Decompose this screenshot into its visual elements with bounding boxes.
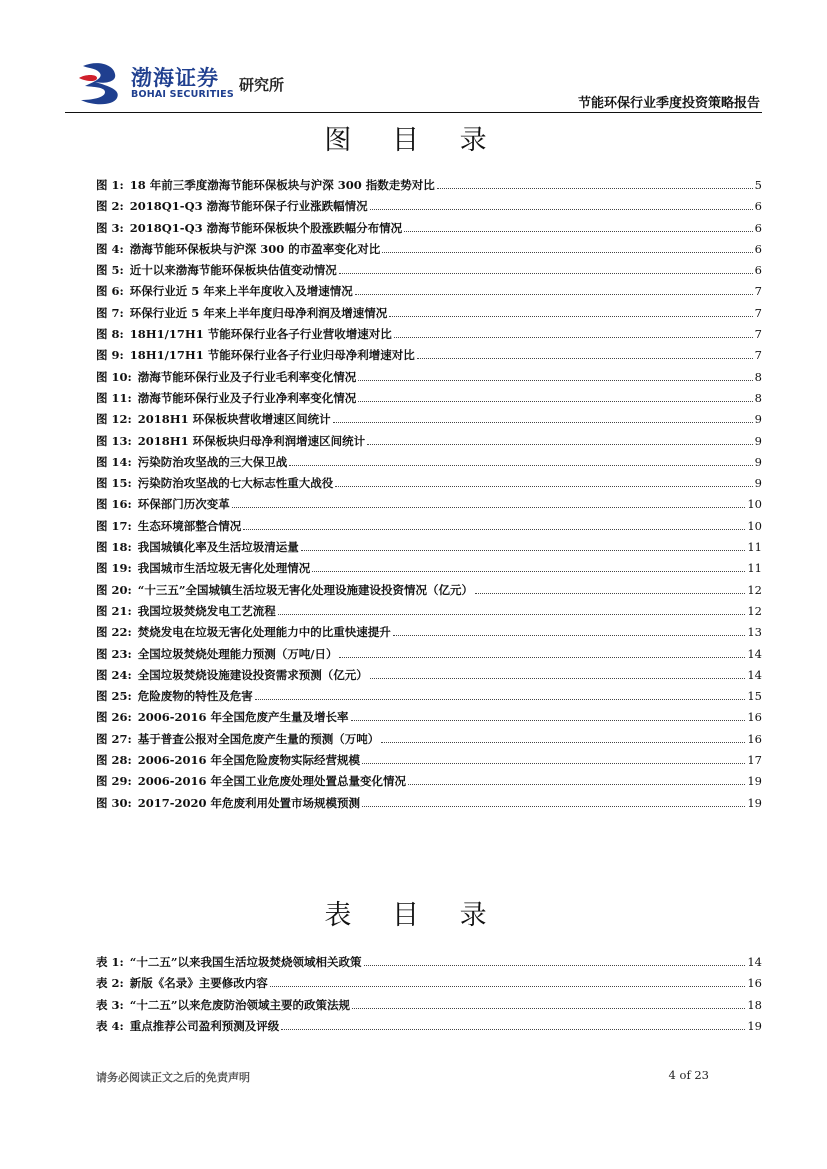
toc-entry[interactable] — [96, 496, 762, 517]
toc-entry[interactable] — [96, 369, 762, 390]
toc-entry[interactable] — [96, 454, 762, 475]
entry-title: “十二五”以来危废防治领域主要的政策法规 — [129, 997, 350, 1012]
entry-page-number: 18 — [747, 997, 762, 1012]
toc-entry[interactable] — [96, 433, 762, 454]
dot-leader — [408, 784, 745, 785]
institute-name: 研究所 — [239, 76, 285, 94]
entry-page-number: 7 — [754, 284, 762, 299]
toc-entry[interactable] — [96, 347, 762, 368]
entry-page-number: 19 — [747, 795, 762, 810]
entry-page-number: 8 — [754, 390, 762, 405]
entry-page-number: 19 — [747, 774, 762, 789]
table-list-heading: 表 目 录 — [324, 900, 503, 931]
toc-entry[interactable] — [96, 411, 762, 432]
entry-title: 近十以来渤海节能环保板块估值变动情况 — [129, 263, 337, 278]
dot-leader — [394, 337, 753, 338]
entry-page-number: 12 — [747, 603, 762, 618]
dot-leader — [382, 252, 752, 253]
dot-leader — [335, 486, 752, 487]
entry-title: 我国城镇化率及生活垃圾清运量 — [137, 540, 299, 555]
entry-title: 2018Q1-Q3 渤海节能环保板块个股涨跌幅分布情况 — [129, 220, 403, 235]
figure-list — [96, 177, 762, 816]
entry-label: 图 7: — [96, 305, 124, 320]
entry-title: 生态环境部整合情况 — [137, 518, 242, 533]
entry-label: 图 4: — [96, 241, 124, 256]
entry-title: 2006-2016 年全国危险废物实际经营规模 — [137, 753, 361, 768]
entry-title: 2018H1 环保板块营收增速区间统计 — [137, 412, 331, 427]
toc-entry[interactable] — [96, 624, 762, 645]
dot-leader — [339, 273, 753, 274]
header-divider — [65, 112, 762, 113]
toc-entry[interactable] — [96, 773, 762, 794]
entry-page-number: 16 — [747, 731, 762, 746]
entry-page-number: 7 — [754, 327, 762, 342]
entry-page-number: 16 — [747, 710, 762, 725]
dot-leader — [404, 231, 753, 232]
entry-title: 渤海节能环保板块与沪深 300 的市盈率变化对比 — [129, 241, 381, 256]
page-header — [65, 58, 762, 114]
dot-leader — [367, 444, 753, 445]
entry-page-number: 6 — [754, 241, 762, 256]
dot-leader — [475, 593, 745, 594]
dot-leader — [243, 529, 745, 530]
entry-title: 基于普查公报对全国危废产生量的预测（万吨） — [137, 731, 380, 746]
entry-page-number: 7 — [754, 348, 762, 363]
entry-label: 图 13: — [96, 433, 132, 448]
entry-label: 图 22: — [96, 625, 132, 640]
entry-title: 18H1/17H1 节能环保行业各子行业营收增速对比 — [129, 327, 392, 342]
entry-label: 图 24: — [96, 667, 132, 682]
entry-label: 图 28: — [96, 753, 132, 768]
entry-label: 图 5: — [96, 263, 124, 278]
dot-leader — [362, 763, 745, 764]
entry-title: 渤海节能环保行业及子行业净利率变化情况 — [137, 390, 357, 405]
toc-entry[interactable] — [96, 667, 762, 688]
logo-english-name: BOHAI SECURITIES — [131, 89, 234, 100]
toc-entry[interactable] — [96, 795, 762, 816]
entry-title: 污染防治攻坚战的三大保卫战 — [137, 454, 288, 469]
page-number: 4 of 23 — [668, 1068, 709, 1082]
toc-entry[interactable] — [96, 539, 762, 560]
entry-page-number: 17 — [747, 753, 762, 768]
entry-page-number: 10 — [747, 497, 762, 512]
toc-entry[interactable] — [96, 560, 762, 581]
entry-label: 表 4: — [96, 1018, 124, 1033]
entry-label: 图 1: — [96, 178, 124, 192]
company-logo — [75, 58, 305, 108]
entry-label: 图 12: — [96, 412, 132, 427]
entry-title: “十三五”全国城镇生活垃圾无害化处理设施建设投资情况（亿元） — [137, 582, 473, 597]
entry-label: 图 16: — [96, 497, 132, 512]
dot-leader — [289, 465, 752, 466]
toc-entry[interactable] — [96, 177, 762, 198]
entry-page-number: 14 — [747, 955, 762, 969]
entry-page-number: 14 — [747, 667, 762, 682]
entry-page-number: 8 — [754, 369, 762, 384]
toc-entry[interactable] — [96, 241, 762, 262]
entry-label: 图 8: — [96, 327, 124, 342]
entry-label: 图 15: — [96, 476, 132, 491]
entry-title: “十二五”以来我国生活垃圾焚烧领域相关政策 — [129, 955, 362, 969]
entry-label: 图 11: — [96, 390, 132, 405]
dot-leader — [364, 965, 746, 966]
entry-page-number: 6 — [754, 220, 762, 235]
entry-title: 污染防治攻坚战的七大标志性重大战役 — [137, 476, 334, 491]
entry-page-number: 5 — [754, 178, 762, 192]
entry-label: 图 3: — [96, 220, 124, 235]
entry-page-number: 9 — [754, 412, 762, 427]
dot-leader — [437, 188, 753, 189]
entry-label: 图 21: — [96, 603, 132, 618]
table-list — [96, 954, 762, 1039]
bohai-logo-icon — [75, 60, 127, 106]
entry-page-number: 11 — [747, 540, 762, 555]
entry-title: 2006-2016 年全国工业危废处理处置总量变化情况 — [137, 774, 407, 789]
entry-page-number: 9 — [754, 476, 762, 491]
dot-leader — [370, 678, 746, 679]
entry-page-number: 16 — [747, 976, 762, 991]
entry-page-number: 19 — [747, 1018, 762, 1033]
entry-label: 图 27: — [96, 731, 132, 746]
entry-page-number: 12 — [747, 582, 762, 597]
dot-leader — [278, 614, 746, 615]
entry-page-number: 14 — [747, 646, 762, 661]
dot-leader — [301, 550, 746, 551]
entry-label: 表 1: — [96, 955, 124, 969]
toc-entry[interactable] — [96, 752, 762, 773]
entry-label: 图 26: — [96, 710, 132, 725]
entry-title: 18H1/17H1 节能环保行业各子行业归母净利增速对比 — [129, 348, 415, 363]
figure-list-heading: 图 目 录 — [324, 125, 503, 156]
entry-page-number: 13 — [747, 625, 762, 640]
entry-label: 图 19: — [96, 561, 132, 576]
entry-label: 图 10: — [96, 369, 132, 384]
dot-leader — [358, 380, 752, 381]
entry-label: 图 9: — [96, 348, 124, 363]
entry-page-number: 15 — [747, 689, 762, 704]
toc-entry[interactable] — [96, 326, 762, 347]
toc-entry[interactable] — [96, 475, 762, 496]
entry-title: 2006-2016 年全国危废产生量及增长率 — [137, 710, 349, 725]
dot-leader — [333, 422, 753, 423]
entry-page-number: 10 — [747, 518, 762, 533]
entry-label: 表 3: — [96, 997, 124, 1012]
dot-leader — [393, 635, 746, 636]
dot-leader — [255, 699, 746, 700]
toc-entry[interactable] — [96, 262, 762, 283]
entry-title: 2017-2020 年危废利用处置市场规模预测 — [137, 795, 361, 810]
entry-label: 图 17: — [96, 518, 132, 533]
report-title: 节能环保行业季度投资策略报告 — [577, 96, 760, 111]
toc-entry[interactable] — [96, 305, 762, 326]
toc-entry[interactable] — [96, 646, 762, 667]
entry-title: 我国城市生活垃圾无害化处理情况 — [137, 561, 311, 576]
dot-leader — [389, 316, 752, 317]
entry-label: 图 20: — [96, 582, 132, 597]
entry-title: 环保部门历次变革 — [137, 497, 230, 512]
entry-title: 危险废物的特性及危害 — [137, 689, 253, 704]
entry-page-number: 9 — [754, 454, 762, 469]
logo-chinese-name: 渤海证券 — [131, 66, 219, 90]
toc-entry[interactable] — [96, 220, 762, 241]
dot-leader — [362, 806, 745, 807]
toc-entry[interactable] — [96, 198, 762, 219]
entry-title: 2018H1 环保板块归母净利润增速区间统计 — [137, 433, 366, 448]
toc-entry[interactable] — [96, 518, 762, 539]
entry-title: 2018Q1-Q3 渤海节能环保子行业涨跌幅情况 — [129, 199, 368, 214]
toc-entry[interactable] — [96, 390, 762, 411]
entry-label: 图 6: — [96, 284, 124, 299]
entry-title: 重点推荐公司盈利预测及评级 — [129, 1018, 280, 1033]
dot-leader — [351, 720, 746, 721]
toc-entry[interactable] — [96, 954, 762, 975]
entry-label: 图 25: — [96, 689, 132, 704]
entry-title: 全国垃圾焚烧处理能力预测（万吨/日） — [137, 646, 338, 661]
entry-page-number: 6 — [754, 199, 762, 214]
dot-leader — [352, 1008, 745, 1009]
dot-leader — [232, 507, 746, 508]
dot-leader — [381, 742, 745, 743]
entry-page-number: 9 — [754, 433, 762, 448]
entry-title: 新版《名录》主要修改内容 — [129, 976, 268, 991]
entry-title: 环保行业近 5 年来上半年度归母净利润及增速情况 — [129, 305, 388, 320]
dot-leader — [355, 294, 753, 295]
toc-entry[interactable] — [96, 975, 762, 996]
dot-leader — [339, 657, 745, 658]
entry-label: 图 23: — [96, 646, 132, 661]
dot-leader — [370, 209, 753, 210]
entry-page-number: 7 — [754, 305, 762, 320]
dot-leader — [358, 401, 752, 402]
dot-leader — [281, 1029, 745, 1030]
entry-title: 我国垃圾焚烧发电工艺流程 — [137, 603, 276, 618]
entry-label: 图 2: — [96, 199, 124, 214]
entry-label: 图 30: — [96, 795, 132, 810]
entry-title: 全国垃圾焚烧设施建设投资需求预测（亿元） — [137, 667, 368, 682]
dot-leader — [312, 571, 745, 572]
toc-entry[interactable] — [96, 709, 762, 730]
entry-title: 18 年前三季度渤海节能环保板块与沪深 300 指数走势对比 — [129, 178, 435, 192]
toc-entry[interactable] — [96, 582, 762, 603]
toc-entry[interactable] — [96, 603, 762, 624]
entry-title: 渤海节能环保行业及子行业毛利率变化情况 — [137, 369, 357, 384]
dot-leader — [417, 358, 753, 359]
entry-title: 焚烧发电在垃圾无害化处理能力中的比重快速提升 — [137, 625, 391, 640]
dot-leader — [270, 986, 746, 987]
entry-label: 图 14: — [96, 454, 132, 469]
entry-label: 图 18: — [96, 540, 132, 555]
entry-label: 表 2: — [96, 976, 124, 991]
toc-entry[interactable] — [96, 283, 762, 304]
entry-page-number: 6 — [754, 263, 762, 278]
toc-entry[interactable] — [96, 731, 762, 752]
entry-page-number: 11 — [747, 561, 762, 576]
toc-entry[interactable] — [96, 997, 762, 1018]
toc-entry[interactable] — [96, 688, 762, 709]
toc-entry[interactable] — [96, 1018, 762, 1039]
disclaimer-note: 请务必阅读正文之后的免责声明 — [96, 1071, 250, 1084]
entry-label: 图 29: — [96, 774, 132, 789]
entry-title: 环保行业近 5 年来上半年度收入及增速情况 — [129, 284, 353, 299]
